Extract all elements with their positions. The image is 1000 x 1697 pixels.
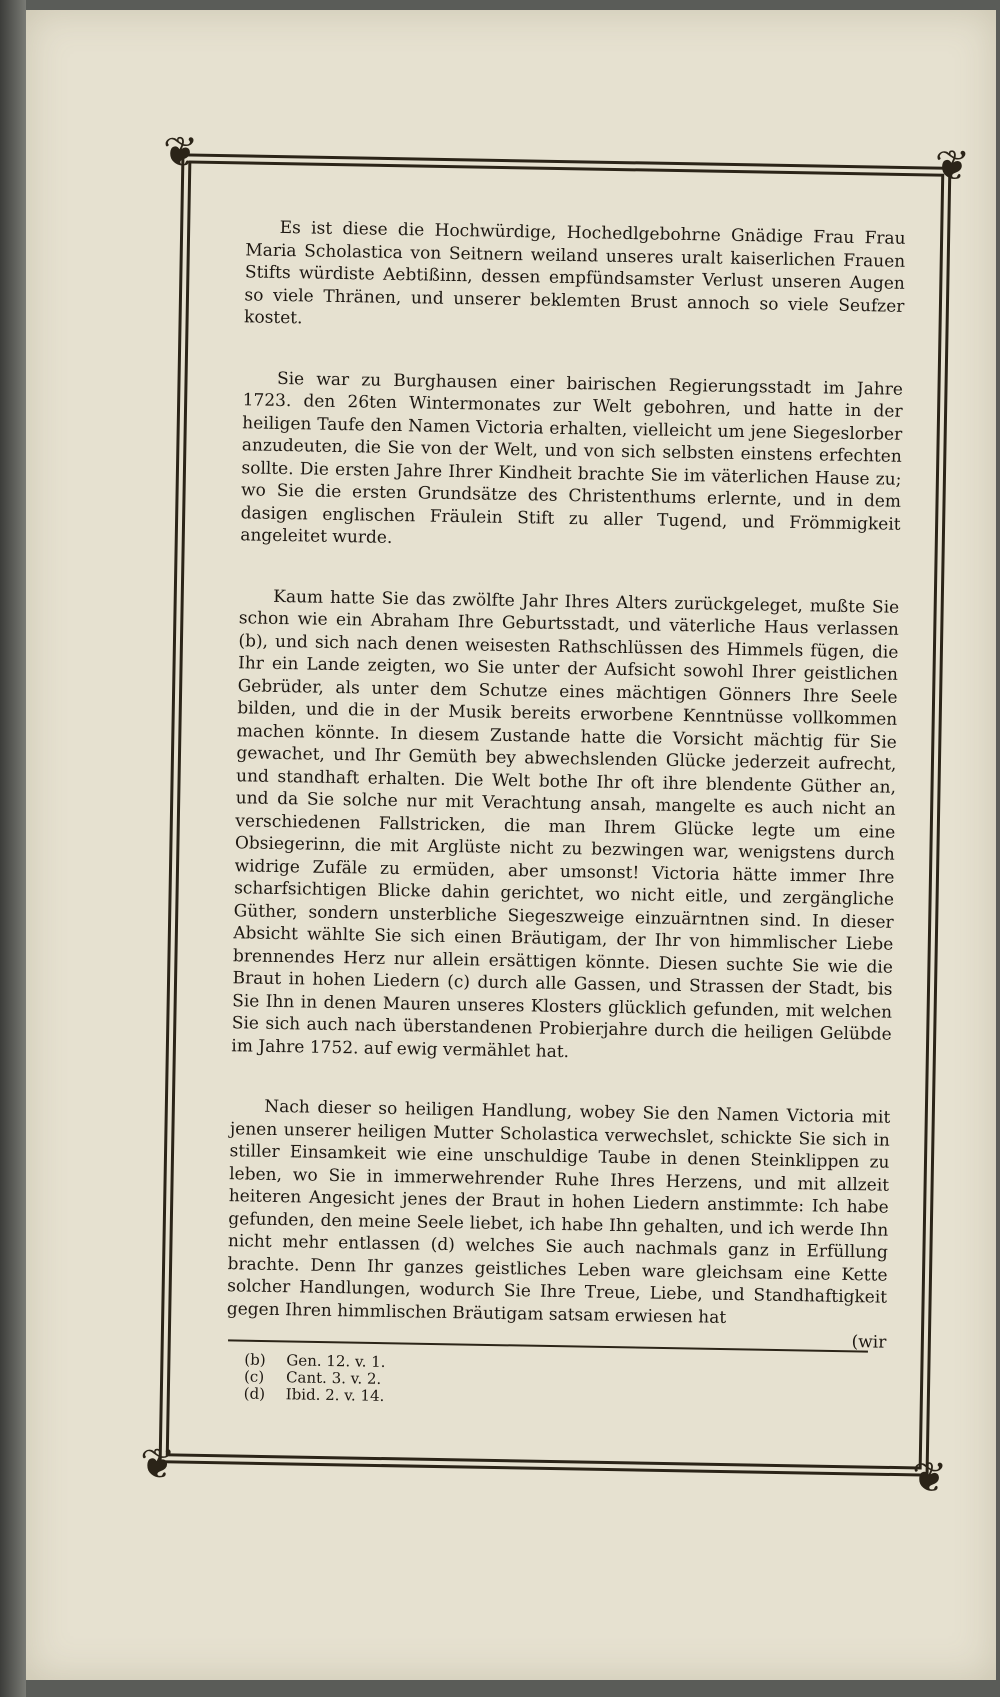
paragraph-1: Es ist diese die Hochwürdige, Hochedlgebohrne Gnädige Frau Frau Maria Scholastica von Seitnern weiland unseres uralt kaiserlichen Frauen Stifts würdiste Aebtißinn, dessen empfündsamster Verlust unseren Augen so viele Thränen, und unserer beklemten Brust annoch so viele Seufzer kostet.	[243, 217, 906, 329]
catchword: (wir	[851, 1332, 887, 1353]
paragraph-3: Kaum hatte Sie das zwölfte Jahr Ihres Alters zurückgeleget, mußte Sie schon wie ein Abraham Ihre Geburtsstadt, und väterliche Haus verlassen (b), und sich nach denen weisesten Rathschlüssen des Himmels fügen, die Ihr ein Lande zeigten, wo Sie unter der Aufsicht sowohl Ihrer geistlichen Gebrüder, als unter dem Schutze eines mächtigen Gönners Ihre Seele bilden, und die in der Musik bereits erworbene Kenntnüsse vollkommen machen könnte. In diesem Zustande hatte die Vorsicht mächtig für Sie gewachet, und Ihr Gemüth bey abwechslenden Glücke jederzeit aufrecht, und standhaft erhalten. Die Welt bothe Ihr oft ihre blendente Güther an, und da Sie solche nur mit Verachtung ansah, mangelte es auch nicht an verschiedenen Fallstricken, die man Ihrem Glücke legte um eine Obsiegerinn, die mit Arglüste nicht zu bezwingen war, wenigstens durch widrige Zufäle zu ermüden, aber umsonst! Victoria hätte immer Ihre scharfsichtigen Blicke dahin gerichtet, wo nicht eitle, und zergängliche Güther, sondern unsterbliche Siegeszweige einzuärntnen sind. In dieser Absicht wählte Sie sich einen Bräutigam, der Ihr von himmlischer Liebe brennendes Herz nur allein ersättigen könnte. Diesen suchte Sie wie die Braut in hohen Liedern (c) durch alle Gassen, und Strassen der Stadt, bis Sie Ihn in denen Mauren unseres Klosters glücklich gefunden, mit welchen Sie sich auch nach überstandenen Probierjahre durch die heiligen Gelübde im Jahre 1752. auf ewig vermählet hat.	[231, 586, 900, 1062]
top-right-flourish-icon: ❦	[934, 140, 971, 191]
main-text	[226, 216, 906, 1354]
paragraph-2: Sie war zu Burghausen einer bairischen Regierungsstadt im Jahre 1723. den 26ten Wintermonates zur Welt gebohren, und hatte in der heiligen Taufe den Namen Victoria erhalten, vielleicht um jene Siegeslorber anzudeuten, die Sie von der Welt, und von sich selbsten einstens erfechten sollte. Die ersten Jahre Ihrer Kindheit brachte Sie im väterlichen Hause zu; wo Sie die ersten Grundsätze des Christenthums erlernte, und in dem dasigen englischen Fräulein Stift zu aller Tugend, und Frömmigkeit angeleitet wurde.	[240, 368, 904, 548]
footnote-mark: (d)	[243, 1384, 266, 1403]
footnotes	[244, 1352, 645, 1410]
top-left-flourish-icon: ❦	[162, 127, 199, 177]
footnote-mark: (b)	[244, 1350, 266, 1369]
footnote-text: Gen. 12. v. 1.	[286, 1351, 386, 1371]
footnote-text: Cant. 3. v. 2.	[285, 1368, 382, 1388]
footnote-text: Ibid. 2. v. 14.	[285, 1385, 385, 1405]
footnote-mark: (c)	[243, 1367, 265, 1386]
bottom-right-flourish-icon: ❦	[911, 1452, 948, 1502]
book-spine-edge	[0, 0, 26, 1697]
paragraph-4: Nach dieser so heiligen Handlung, wobey Sie den Namen Victoria mit jenen unserer heiligen Mutter Scholastica verwechslet, schickte Sie sich in stiller Einsamkeit wie eine unschuldige Taube in denen Steinklippen zu leben, wo Sie in immerwehrender Ruhe Ihres Herzens, und mit allzeit heiteren Angesicht jenes der Braut in hohen Liedern anstimmte: Ich habe gefunden, den meine Seele liebet, ich habe Ihn gehalten, und ich werde Ihn nicht mehr entlassen (d) welches Sie auch nachmals ganz in Erfüllung brachte. Denn Ihr ganzes geistliches Leben ware gleichsam eine Kette solcher Handlungen, wodurch Sie Ihre Treue, Liebe, und Standhaftigkeit gegen Ihren himmlischen Bräutigam satsam erwiesen hat	[226, 1096, 891, 1328]
bottom-left-flourish-icon: ❦	[139, 1438, 176, 1489]
